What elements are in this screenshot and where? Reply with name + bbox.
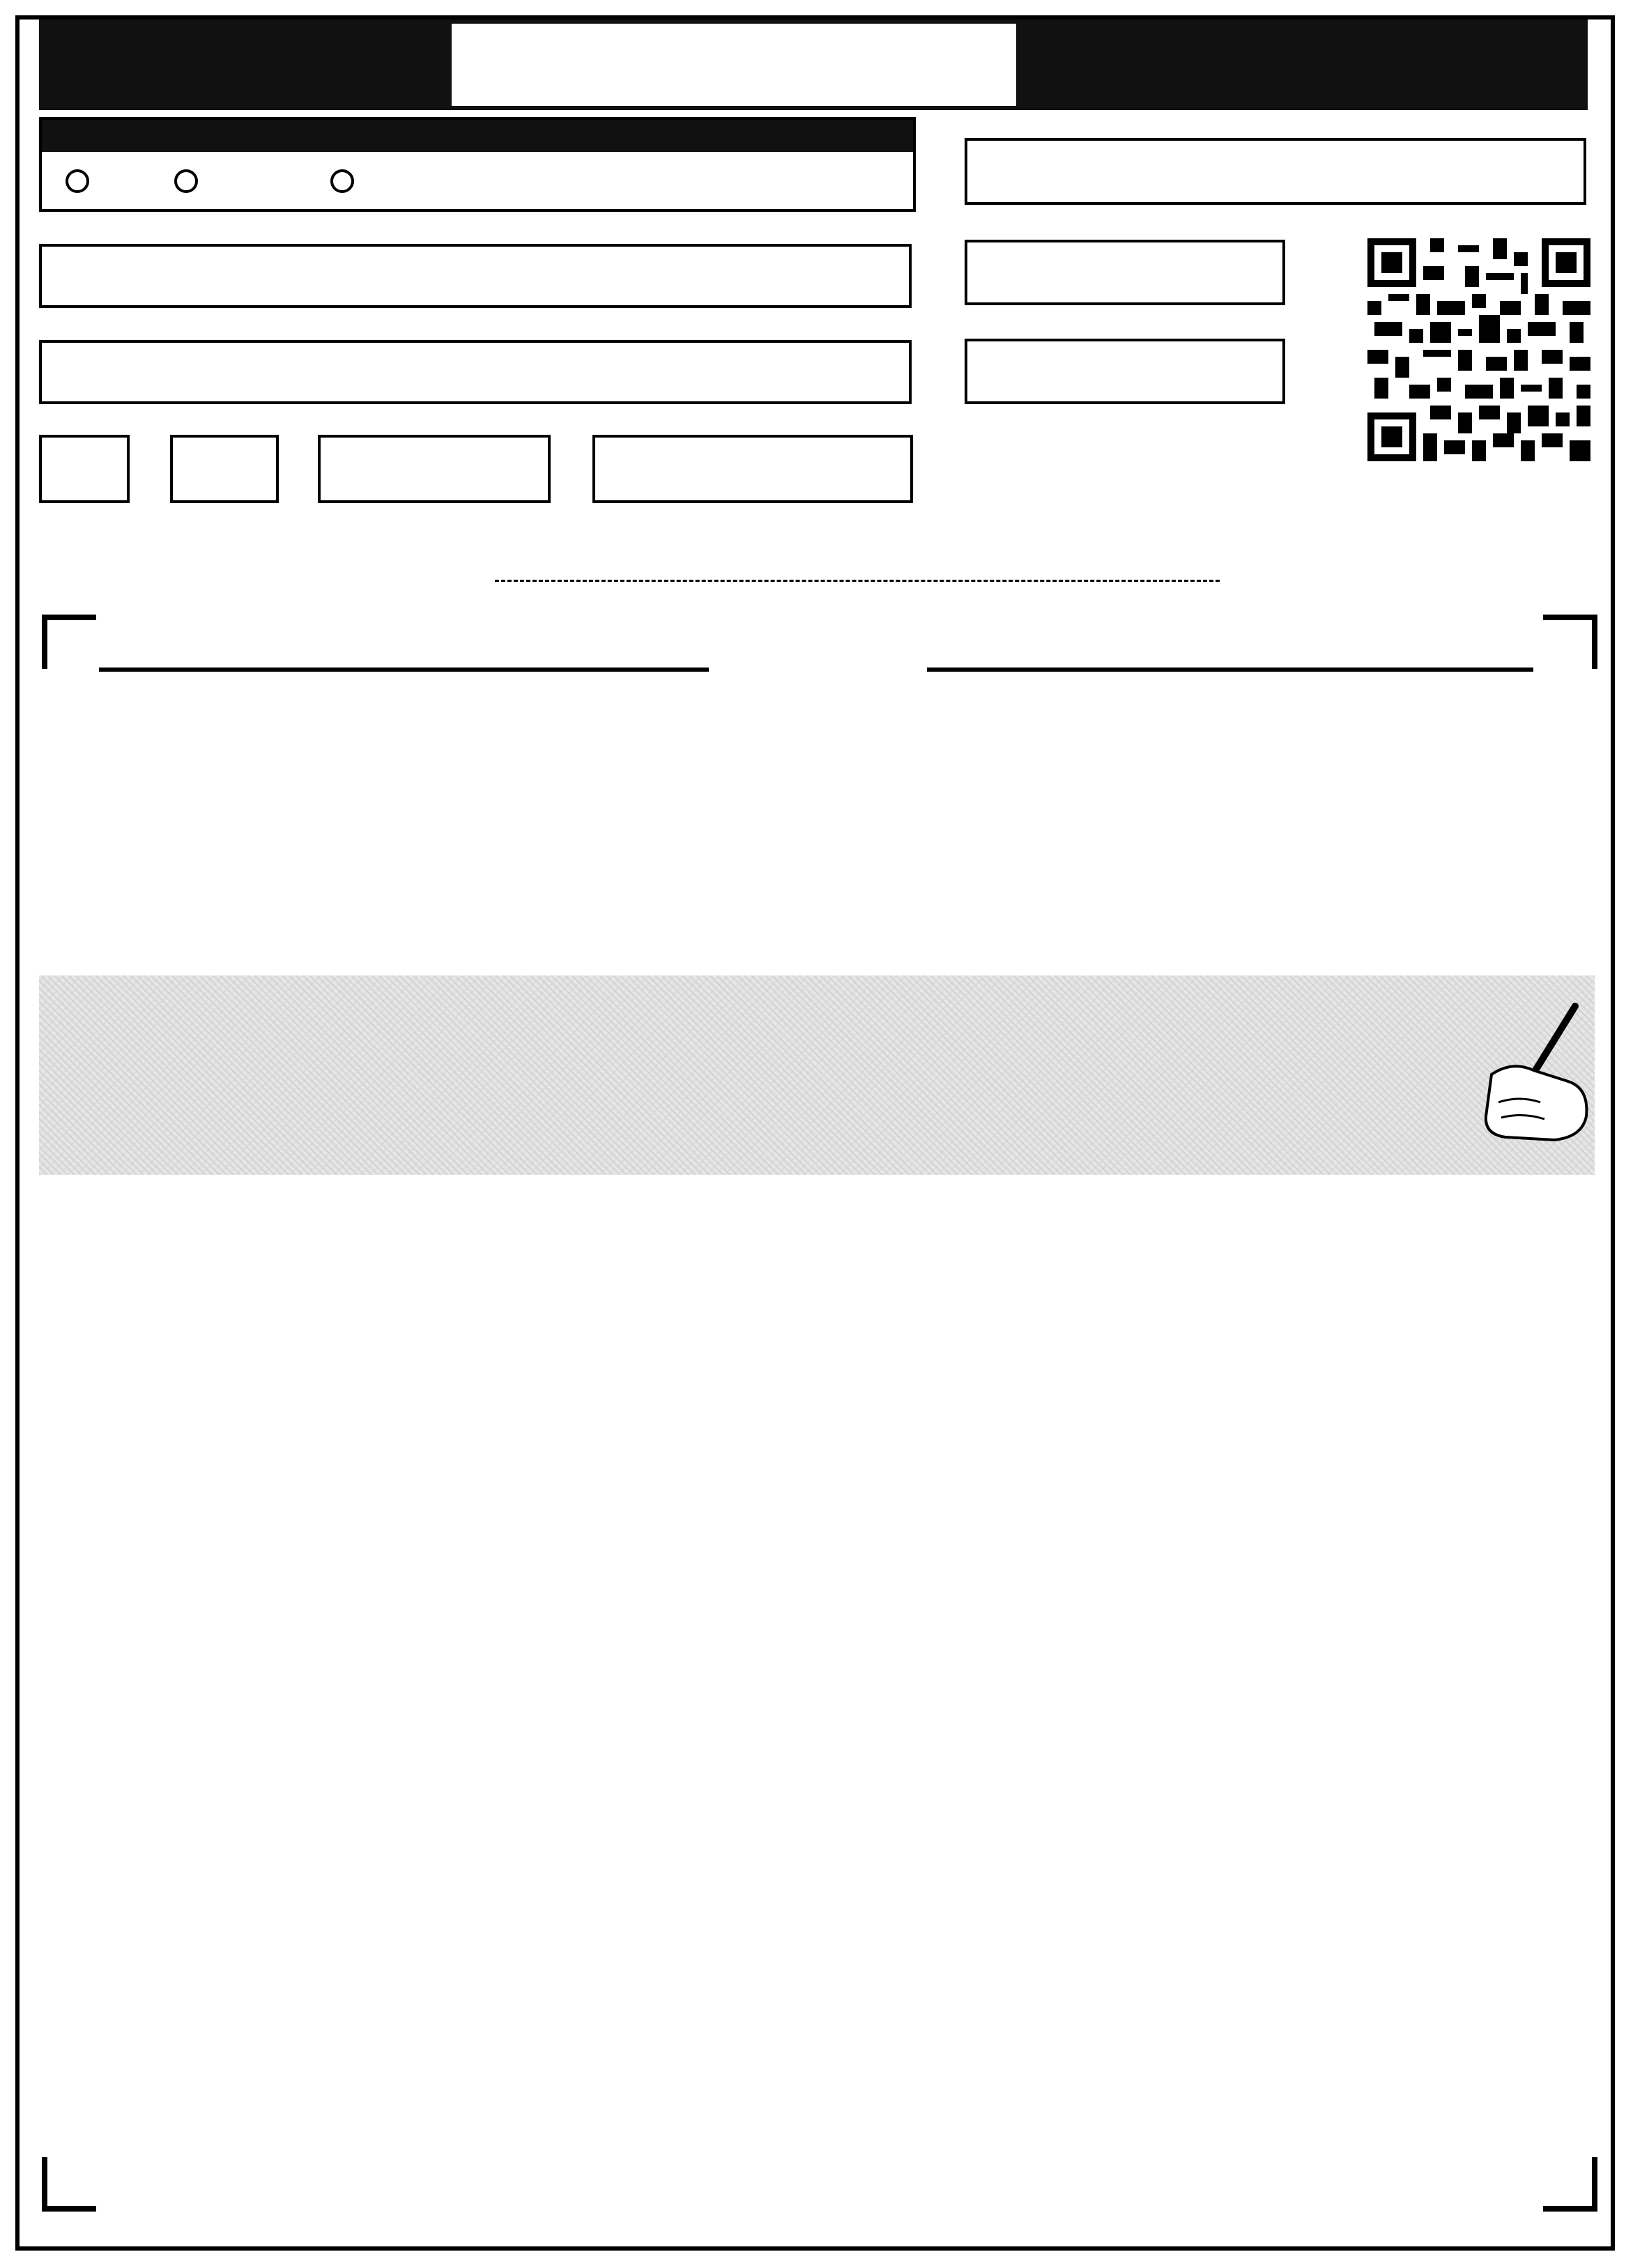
transferred-checkbox[interactable] xyxy=(174,169,198,193)
local-field xyxy=(39,244,912,308)
nascimento-field xyxy=(965,240,1285,305)
municipio-field xyxy=(965,138,1586,205)
example-strip xyxy=(39,975,1595,1175)
qr-code-icon xyxy=(1367,238,1590,461)
pcd-checkbox[interactable] xyxy=(330,169,354,193)
turno-field xyxy=(318,435,551,503)
serie-field xyxy=(39,435,130,503)
matricula-field xyxy=(592,435,913,503)
exam-title xyxy=(452,24,1016,106)
nome-field xyxy=(39,340,912,404)
instructions-rule-left xyxy=(99,668,709,672)
corner-mark-top-right xyxy=(1543,615,1597,669)
card-title xyxy=(39,20,449,110)
absent-checkbox[interactable] xyxy=(66,169,89,193)
operator-box xyxy=(39,117,916,212)
hand-pen-icon xyxy=(1450,998,1603,1151)
aplicacao-field[interactable] xyxy=(965,339,1285,404)
grade-title xyxy=(1045,20,1338,110)
corner-mark-top-left xyxy=(42,615,96,669)
turma-field xyxy=(170,435,279,503)
corner-mark-bottom-left xyxy=(42,2157,96,2212)
operator-title xyxy=(42,120,913,152)
instructions-rule-right xyxy=(927,668,1533,672)
corner-mark-bottom-right xyxy=(1543,2157,1597,2212)
signature-line[interactable] xyxy=(495,580,1220,582)
